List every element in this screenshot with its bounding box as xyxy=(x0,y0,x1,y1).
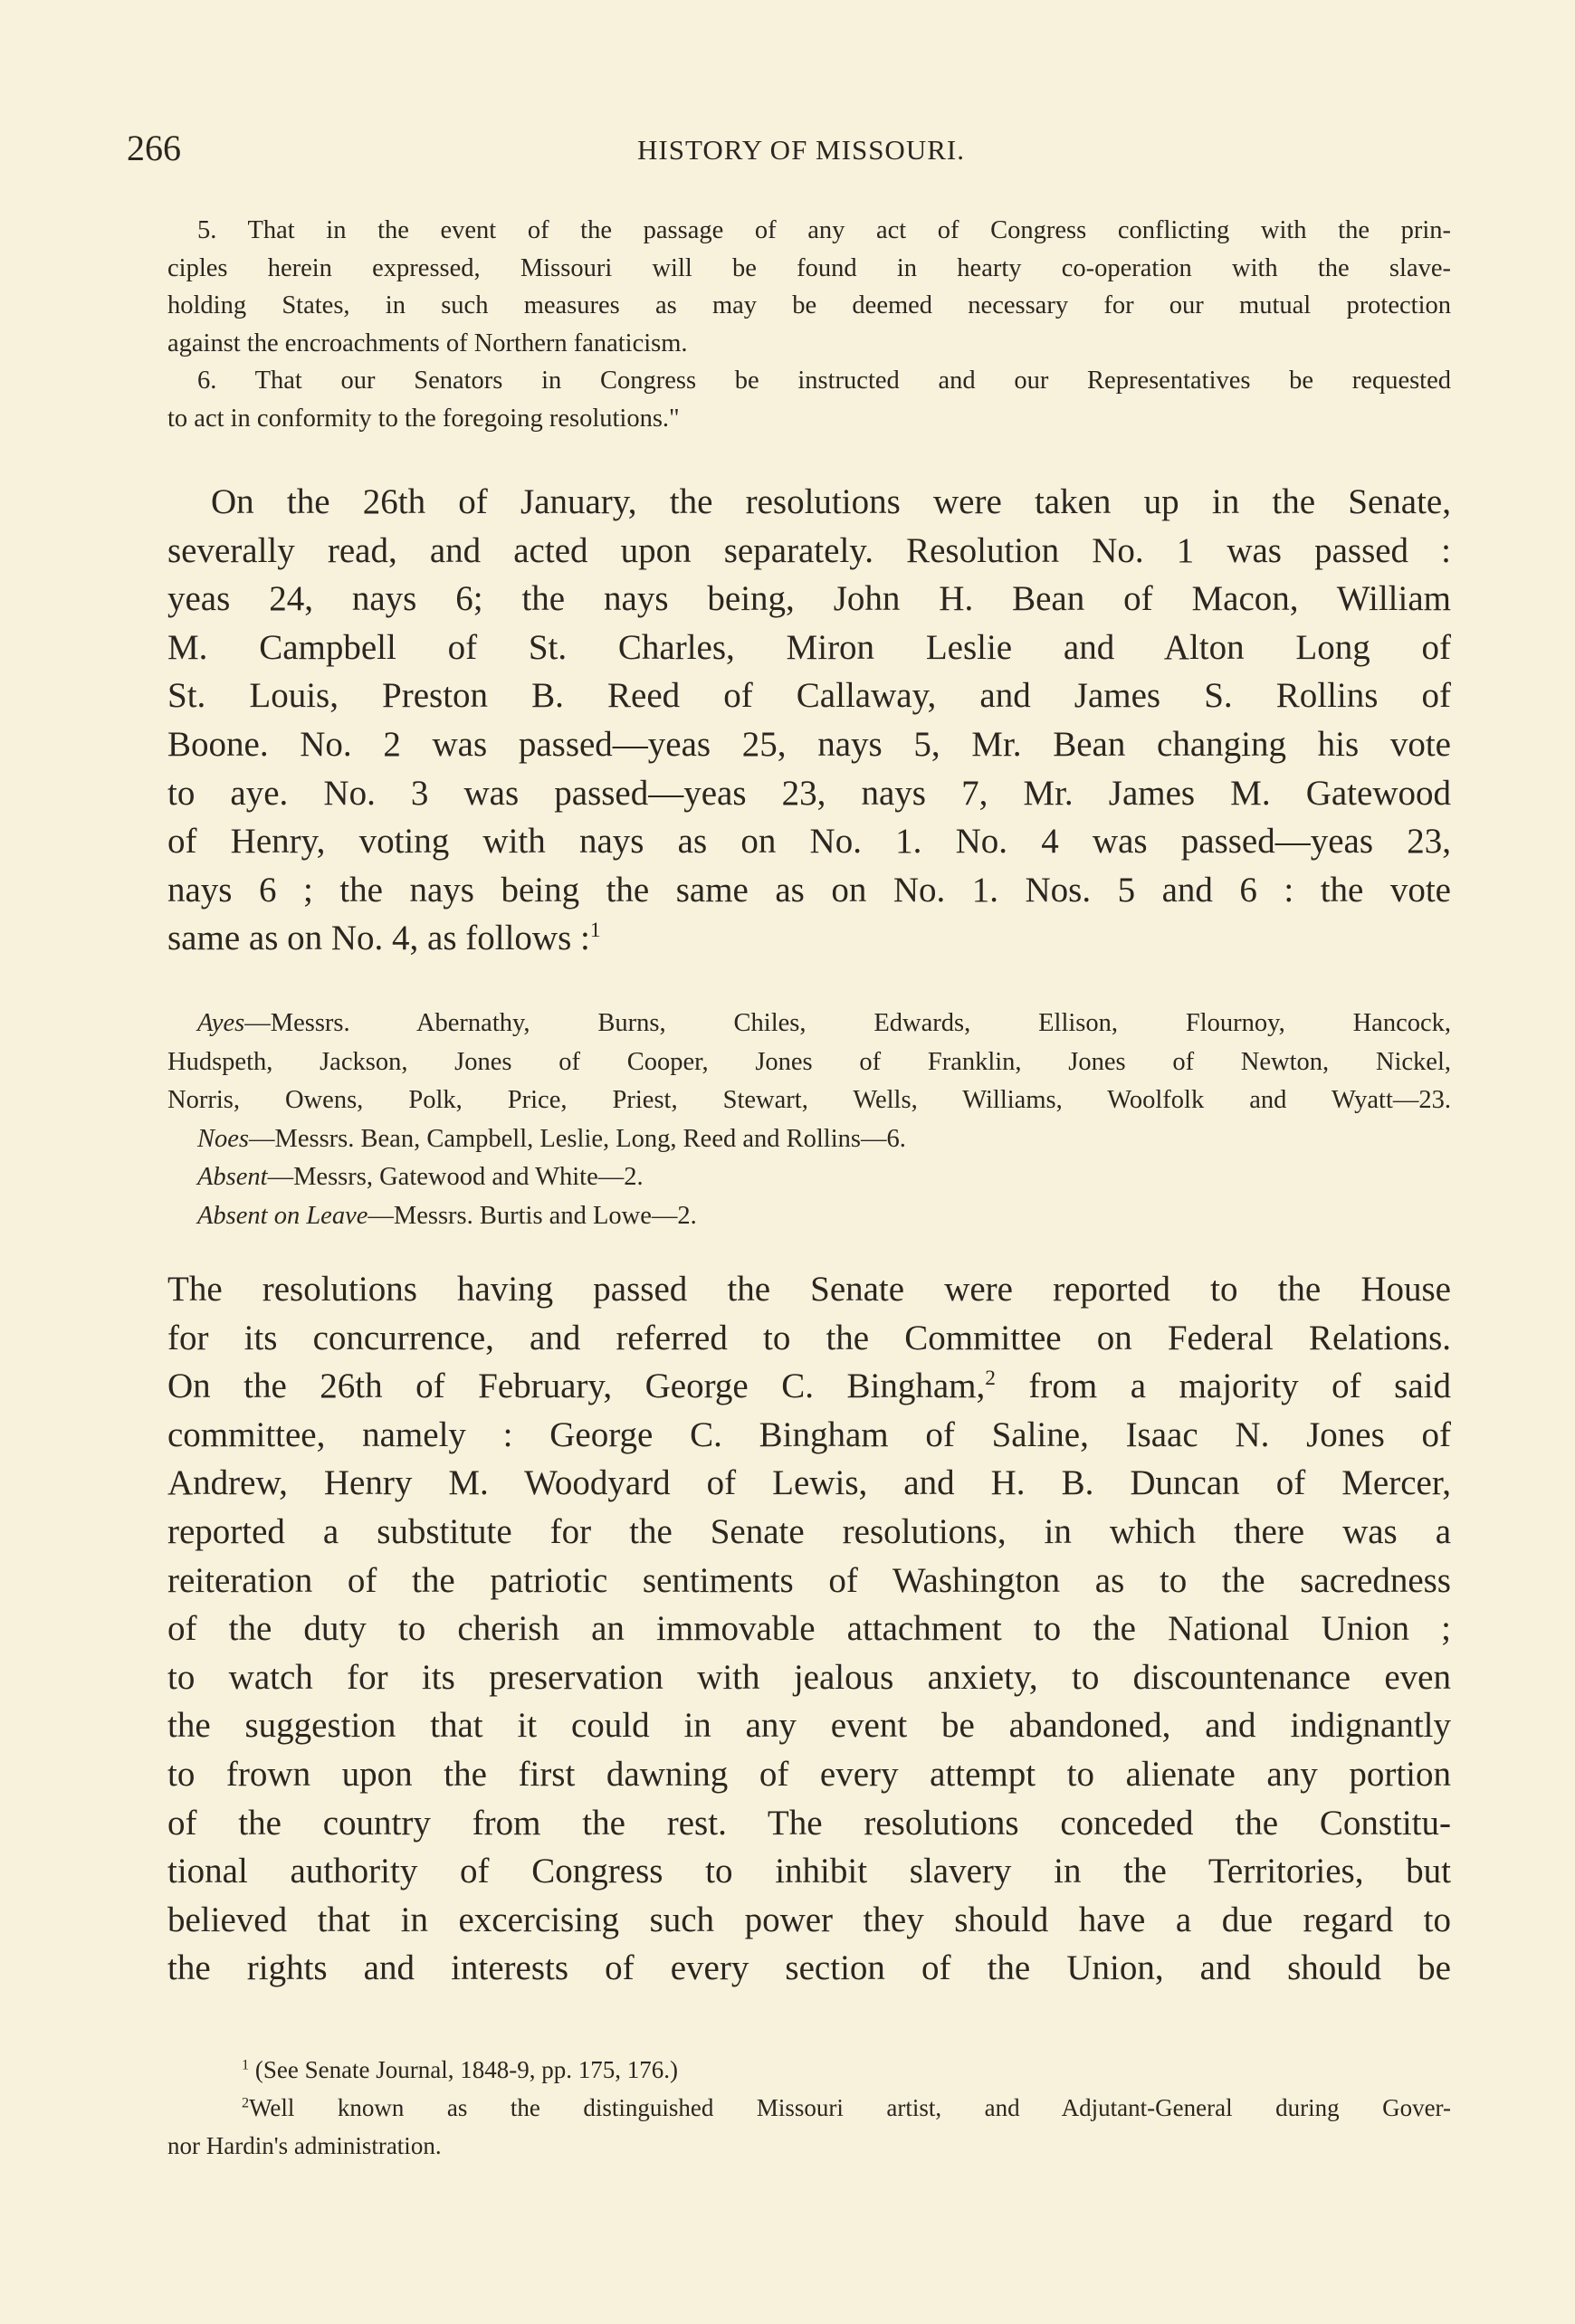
text-span: to act in conformity to the foregoing resolutions." xyxy=(167,404,680,433)
page-number: 266 xyxy=(127,128,181,168)
text-span: the rights and interests of every section of the Union, and should be xyxy=(167,1948,1451,1988)
text-span: believed that in excercising such power they should have a due regard to xyxy=(167,1900,1451,1939)
text-span: committee, namely : George C. Bingham of Saline, Isaac N. Jones of xyxy=(167,1414,1451,1454)
text-line xyxy=(167,478,1451,527)
quoted-resolutions xyxy=(167,212,1451,437)
text-line xyxy=(167,1508,1451,1557)
text-span: —Messrs, Gatewood and White—2. xyxy=(267,1163,644,1192)
text-span: On the 26th of January, the resolutions were taken up in the Senate, xyxy=(211,482,1451,521)
text-line xyxy=(167,1799,1451,1848)
text-span: from a majority of said xyxy=(995,1367,1451,1406)
text-span: (See Senate Journal, 1848-9, pp. 175, 176.) xyxy=(249,2056,679,2083)
text-span: to frown upon the first dawning of every attempt to alienate any portion xyxy=(167,1754,1451,1794)
text-line xyxy=(167,769,1451,818)
text-span: tional authority of Congress to inhibit slavery in the Territories, but xyxy=(167,1852,1451,1891)
text-span: 5. That in the event of the passage of any act of Congress conflicting with the prin- xyxy=(197,216,1451,244)
text-span: Well known as the distinguished Missouri artist, and Adjutant-General during Gover- xyxy=(249,2094,1451,2121)
footnotes xyxy=(167,2051,1451,2165)
text-line xyxy=(167,1411,1451,1460)
text-line xyxy=(167,1605,1451,1653)
text-span: The resolutions having passed the Senate were reported to the House xyxy=(167,1270,1451,1309)
text-span: to watch for its preservation with jealous anxiety, to discountenance even xyxy=(167,1657,1451,1697)
text-span: St. Louis, Preston B. Reed of Callaway, and James S. Rollins of xyxy=(167,676,1451,716)
text-span: same as on No. 4, as follows : xyxy=(167,919,590,958)
text-span: 6. That our Senators in Congress be instructed and our Representatives be requested xyxy=(197,367,1451,395)
text-line xyxy=(167,1701,1451,1750)
vote-label: Noes xyxy=(197,1124,249,1153)
text-line xyxy=(167,1847,1451,1896)
text-span: —Messrs. Abernathy, Burns, Chiles, Edwards, Ellison, Flournoy, Hancock, xyxy=(244,1009,1451,1037)
text-span: of the duty to cherish an immovable attachment to the National Union ; xyxy=(167,1609,1451,1649)
text-line xyxy=(167,1265,1451,1314)
text-span: Boone. No. 2 was passed—yeas 25, nays 5, Mr. Bean changing his vote xyxy=(167,724,1451,764)
text-span: nays 6 ; the nays being the same as on No. 1. Nos. 5 and 6 : the vote xyxy=(167,870,1451,910)
text-line xyxy=(167,250,1451,288)
text-line xyxy=(167,1043,1451,1082)
text-line xyxy=(167,671,1451,720)
text-line xyxy=(167,720,1451,769)
footnote-marker: 1 xyxy=(242,2056,250,2073)
text-span: of Henry, voting with nays as on No. 1. No. 4 was passed—yeas 23, xyxy=(167,822,1451,862)
text-line xyxy=(167,1005,1451,1043)
text-line xyxy=(167,1653,1451,1702)
text-line xyxy=(167,624,1451,672)
text-span: reiteration of the patriotic sentiments of Washington as to the sacredness xyxy=(167,1560,1451,1600)
text-line xyxy=(167,1896,1451,1945)
text-line xyxy=(167,1158,1451,1197)
text-span: —Messrs. Bean, Campbell, Leslie, Long, Reed and Rollins—6. xyxy=(249,1124,906,1153)
vote-label: Absent xyxy=(197,1163,268,1192)
text-line xyxy=(167,866,1451,915)
text-span: nor Hardin's administration. xyxy=(167,2132,442,2159)
text-line xyxy=(167,1197,1451,1236)
text-span: —Messrs. Burtis and Lowe—2. xyxy=(368,1201,697,1230)
text-span: M. Campbell of St. Charles, Miron Leslie and Alton Long of xyxy=(167,627,1451,667)
vote-label: Ayes xyxy=(197,1009,245,1037)
running-title: HISTORY OF MISSOURI. xyxy=(637,134,965,166)
text-span: ciples herein expressed, Missouri will be found in hearty co-operation with the slave- xyxy=(167,253,1451,282)
text-line xyxy=(167,2089,1451,2127)
text-line xyxy=(167,1120,1451,1159)
text-span: Andrew, Henry M. Woodyard of Lewis, and H. B. Duncan of Mercer, xyxy=(167,1463,1451,1503)
text-line xyxy=(167,212,1451,250)
paragraph-senate-vote xyxy=(167,478,1451,963)
footnote-marker: 1 xyxy=(589,919,601,943)
footnote-marker: 2 xyxy=(242,2094,250,2111)
text-line xyxy=(167,527,1451,576)
text-line xyxy=(167,325,1451,363)
text-span: against the encroachments of Northern fanaticism. xyxy=(167,329,688,357)
text-span: Hudspeth, Jackson, Jones of Cooper, Jones of Franklin, Jones of Newton, Nickel, xyxy=(167,1047,1451,1076)
text-line xyxy=(167,2127,1451,2165)
text-line xyxy=(167,1362,1451,1411)
text-span: holding States, in such measures as may be deemed necessary for our mutual protection xyxy=(167,291,1451,319)
text-line xyxy=(167,2051,1451,2089)
vote-roll xyxy=(167,1005,1451,1236)
text-span: of the country from the rest. The resolutions conceded the Constitu- xyxy=(167,1803,1451,1843)
text-line xyxy=(167,1459,1451,1508)
text-line xyxy=(167,362,1451,400)
text-span: yeas 24, nays 6; the nays being, John H. Bean of Macon, William xyxy=(167,579,1451,619)
text-line xyxy=(167,914,1451,963)
text-line xyxy=(167,1081,1451,1120)
text-line xyxy=(167,575,1451,624)
vote-label: Absent on Leave xyxy=(197,1201,368,1230)
text-span: reported a substitute for the Senate resolutions, in which there was a xyxy=(167,1511,1451,1551)
text-line xyxy=(167,1944,1451,1993)
text-span: the suggestion that it could in any event be abandoned, and indignantly xyxy=(167,1706,1451,1746)
text-span: On the 26th of February, George C. Bingham, xyxy=(167,1367,986,1406)
text-line xyxy=(167,1314,1451,1363)
text-span: to aye. No. 3 was passed—yeas 23, nays 7, Mr. James M. Gatewood xyxy=(167,773,1451,813)
paragraph-house-committee xyxy=(167,1265,1451,1993)
text-span: Norris, Owens, Polk, Price, Priest, Stewart, Wells, Williams, Woolfolk and Wyatt—23. xyxy=(167,1086,1451,1115)
text-span: severally read, and acted upon separately. Resolution No. 1 was passed : xyxy=(167,530,1451,570)
text-line xyxy=(167,817,1451,866)
text-line xyxy=(167,287,1451,325)
text-line xyxy=(167,1750,1451,1799)
text-line xyxy=(167,400,1451,438)
text-line xyxy=(167,1557,1451,1605)
footnote-marker: 2 xyxy=(985,1367,996,1391)
text-span: for its concurrence, and referred to the Committee on Federal Relations. xyxy=(167,1318,1451,1357)
